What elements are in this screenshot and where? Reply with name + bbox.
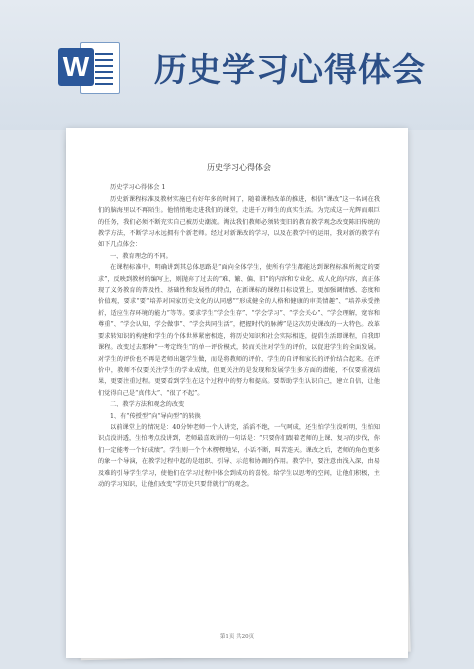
paragraph-body-1: 在课程标准中，明确讲到其总体思路是“面向全体学生，使所有学生都能达到课程标准所规定的要求”，反映到教材的编写上，则抛弃了过去的“难、繁、偏、旧”的内容和专业化、成人化的内容，真正体现了义务教育的普及性、基础性和发展性的特点，在新课标的课程目标设置上，更加强调情感、态度和价值观，要求“要“培养对国家历史文化的认同感”“形成健全的人格和健康的审美情趣”、“培养承受挫折，适应生存环境的能力”等等。要求学生“学会生存”、“学会学习”、“学会关心”、“学会理解，宽容和尊重”、“学会认知，学会做事”、“学会共同生活”，把握时代的脉搏”是这次历史课改的一大特色。改革要求转知识的构建和学生的个体世界紧密相连，将历史知识和社会实际相连，提倡生活即课程，自我即课程。改变过去那种“一考定终生”的单一评价模式，转而关注对学生的评价，以促进学生的全面发展。对学生的评价也不再是老师出题学生做，而是将教师的评价、学生的自评和家长的评价结合起来。在评价中，教师不仅要关注学生的学业成绩，但更关注的是发现和发展学生多方面的潜能，不仅要重视结果，更要注重过程。更要看到学生在这个过程中的努力和提高。要帮助学生认识自己，建立自信，让他们觉得自己是“真伟大”、“很了不起”。 bbox=[98, 264, 380, 397]
word-document-icon bbox=[58, 38, 120, 96]
document-title: 历史学习心得体会 bbox=[207, 163, 271, 172]
section-heading-2: 二、教学方法和观念的改变 bbox=[110, 401, 185, 409]
word-logo-letter: W bbox=[58, 48, 94, 86]
section-heading-1: 一、教育理念的不同。 bbox=[110, 252, 172, 260]
paragraph-body-2: 以前课堂上的情况是：40分钟老师一个人讲完，滔滔不绝，一气呵成，还生怕学生没听明，生怕知识点没讲透，生怕考点没讲到，老师最喜欢讲的一句话是：“只要你们跟着老师的上课、复习的步伐，你们一定能考一个好成绩”。学生则一个个木楞楞地呆，小话不断，叫苦连天。课改之后，老师的角色更多的象一个导演，在教学过程中起的是组织、引导、示范和协调的作用。教学中，要注意由浅入深，由易及难的引导学生学习，使他们在学习过程中体会到成功的喜悦。给学生以思考的空间，让他们积极，主动的学习知识，让他们改变“学历史只要背就行”的观念。 bbox=[98, 423, 380, 488]
page-footer: 第1页 共20页 bbox=[219, 634, 255, 640]
paragraph-intro: 历史新课程标准及教材实施已有好年多的时间了，随着课程改革的推进，相信“课改”这一名词在我们的脑海里以不再陌生。他悄悄地走进我们的课堂，走进千万师生的真实生活。为完成这一光辉而艰巨的任务，我们必须不断充实自己被历史潮流。淘汰我们教师必须转变旧的教育教学观念改变陈旧传统的教学方法，不断学习永远拥有个新老师。经过对新课改的学习，以及在教学中的运用，我对新的教学有如下几点体会： bbox=[98, 195, 380, 249]
document-page bbox=[66, 128, 408, 658]
banner-title: 历史学习心得体会 bbox=[154, 50, 426, 89]
subsection-heading-1: 1、有“传授型”向“导向型”的转换 bbox=[110, 412, 201, 420]
document-subtitle: 历史学习心得体会 1 bbox=[110, 184, 166, 192]
page-content bbox=[98, 162, 380, 490]
header-banner bbox=[0, 0, 474, 130]
